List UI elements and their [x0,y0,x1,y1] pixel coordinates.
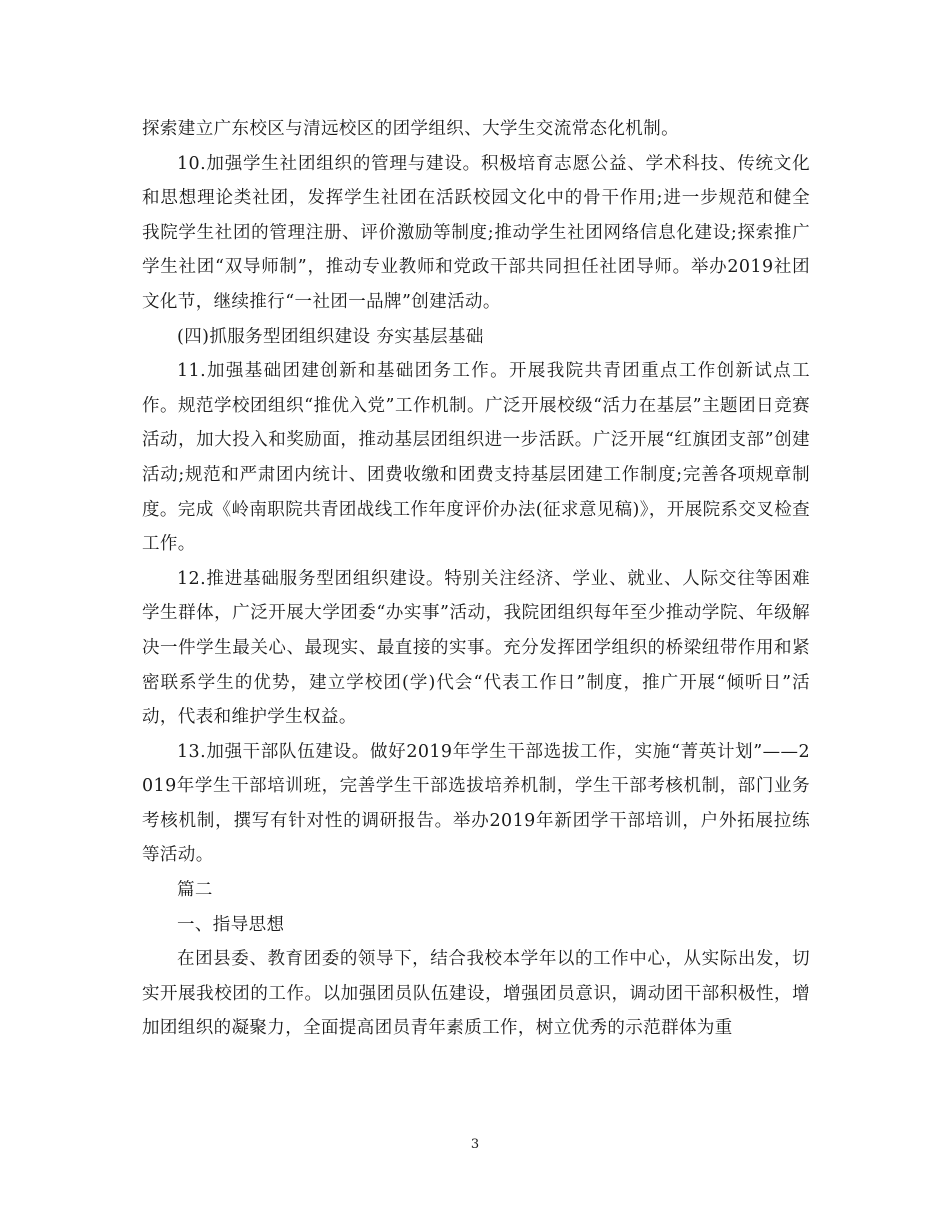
paragraph-item-13: 13.加强干部队伍建设。做好2019年学生干部选拔工作，实施“菁英计划”——2019年学生干部培训班，完善学生干部选拔培养机制，学生干部考核机制，部门业务考核机制，撰写有针对性的调研报告。举办2019年新团学干部培训，户外拓展拉练等活动。 [142,741,810,866]
paragraph-item-10: 10.加强学生社团组织的管理与建设。积极培育志愿公益、学术科技、传统文化和思想理论类社团，发挥学生社团在活跃校园文化中的骨干作用;进一步规范和健全我院学生社团的管理注册、评价激励等制度;推动学生社团网络信息化建设;探索推广学生社团“双导师制”，推动专业教师和党政干部共同担任社团导师。举办2019社团文化节，继续推行“一社团一品牌”创建活动。 [142,153,810,312]
paragraph-continuation: 探索建立广东校区与清远校区的团学组织、大学生交流常态化机制。 [142,119,679,139]
document-body [142,112,810,1046]
paragraph-guiding-thought: 在团县委、教育团委的领导下，结合我校本学年以的工作中心，从实际出发，切实开展我校团的工作。以加强团员队伍建设，增强团员意识，调动团干部积极性，增加团组织的凝聚力，全面提高团员青年素质工作，树立优秀的示范群体为重 [142,949,810,1039]
paragraph-item-11: 11.加强基础团建创新和基础团务工作。开展我院共青团重点工作创新试点工作。规范学校团组织“推优入党”工作机制。广泛开展校级“活力在基层”主题团日竞赛活动，加大投入和奖励面，推动基层团组织进一步活跃。广泛开展“红旗团支部”创建活动;规范和严肃团内统计、团费收缴和团费支持基层团建工作制度;完善各项规章制度。完成《岭南职院共青团战线工作年度评价办法(征求意见稿)》，开展院系交叉检查工作。 [142,361,811,555]
part-heading-2: 篇二 [177,880,213,901]
section-heading-4: (四)抓服务型团组织建设 夯实基层基础 [177,326,484,347]
page-number: 3 [470,1137,480,1152]
paragraph-item-12: 12.推进基础服务型团组织建设。特别关注经济、学业、就业、人际交往等困难学生群体，广泛开展大学团委“办实事”活动，我院团组织每年至少推动学院、年级解决一件学生最关心、最现实、最直接的实事。充分发挥团学组织的桥梁纽带作用和紧密联系学生的优势，建立学校团(学)代会“代表工作日”制度，推广开展“倾听日”活动，代表和维护学生权益。 [142,568,810,728]
section-heading-guiding-thought: 一、指导思想 [177,914,285,935]
